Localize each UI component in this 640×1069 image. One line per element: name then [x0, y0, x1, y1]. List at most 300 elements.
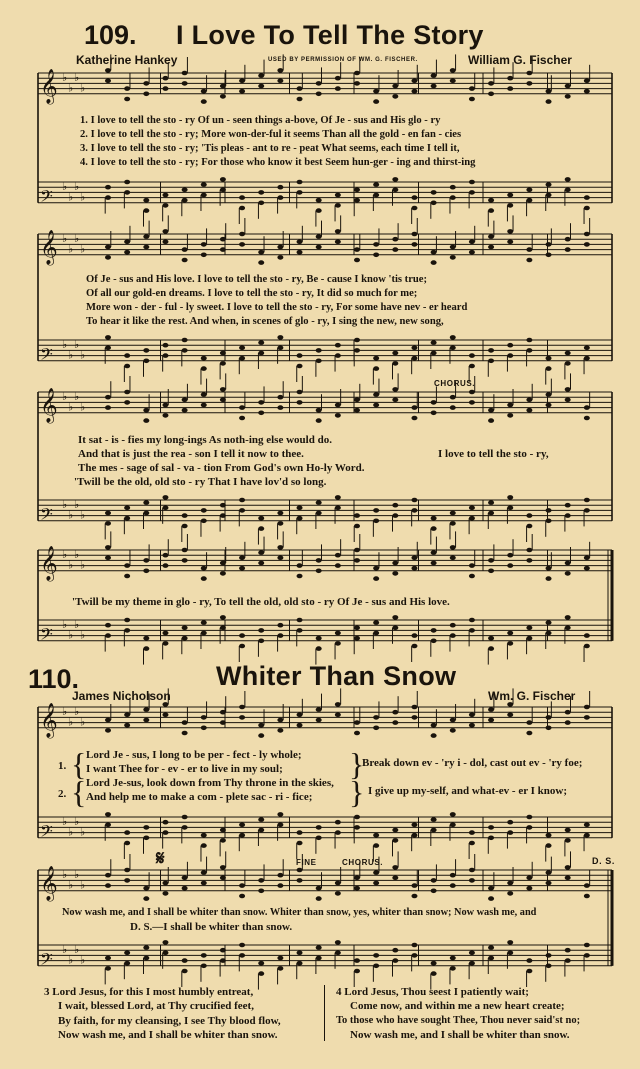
note-head: [373, 964, 379, 969]
note-head: [162, 881, 168, 886]
flat-icon: ♭: [80, 400, 86, 414]
note-head: [584, 833, 590, 838]
note-head: [277, 68, 283, 73]
note-head: [297, 353, 303, 358]
flat-icon: ♭: [68, 81, 74, 95]
note-head: [488, 636, 494, 641]
note-head: [488, 707, 494, 712]
note-head: [143, 707, 149, 712]
note-head: [507, 830, 513, 835]
note-head: [546, 953, 552, 958]
note-head: [239, 356, 245, 361]
hymn-110-stanza-4: [336, 985, 580, 1043]
note-head: [469, 628, 475, 633]
note-head: [373, 356, 379, 361]
note-head: [201, 881, 207, 886]
note-head: [105, 823, 111, 828]
note-head: [258, 526, 264, 531]
note-head: [105, 623, 111, 628]
note-head: [469, 97, 475, 102]
note-head: [316, 558, 322, 563]
hymn-110-verse-2-line-c: I give up my-self, and what-ev - er I know;: [368, 785, 568, 797]
note-head: [431, 340, 437, 345]
note-head: [162, 229, 168, 234]
note-head: [373, 392, 379, 397]
hymn-109-permission: USED BY PERMISSION OF WM. G. FISCHER.: [268, 57, 418, 63]
note-head: [411, 508, 417, 513]
note-head: [182, 626, 188, 631]
stanza-4-line-3: To those who have sought Thee, Thou never said'st no;: [336, 1014, 581, 1026]
note-head: [220, 361, 226, 366]
hymn-110-title: Whiter Than Snow: [216, 661, 457, 691]
note-head: [105, 966, 111, 971]
note-head: [220, 561, 226, 566]
note-head: [546, 392, 552, 397]
flat-icon: ♭: [74, 180, 80, 194]
flat-icon: ♭: [80, 878, 86, 892]
note-head: [258, 561, 264, 566]
stanza-4-line-4: Now wash me, and I shall be whiter than snow.: [350, 1029, 570, 1042]
note-head: [335, 563, 341, 568]
note-head: [488, 198, 494, 203]
note-head: [392, 247, 398, 252]
note-head: [297, 240, 303, 245]
hymn-109-s4-lyrics: 'Twill be my theme in glo - ry, To tell the old, old sto - ry Of Je - sus and His love.: [72, 596, 450, 608]
flat-icon: ♭: [80, 953, 86, 967]
note-head: [488, 646, 494, 651]
flat-icon: ♭: [68, 348, 74, 362]
note-head: [143, 500, 149, 505]
note-head: [277, 405, 283, 410]
note-head: [354, 398, 360, 403]
note-head: [546, 508, 552, 513]
note-head: [392, 188, 398, 193]
note-head: [105, 255, 111, 260]
note-head: [297, 574, 303, 579]
note-head: [584, 823, 590, 828]
note-head: [105, 718, 111, 723]
hymn-110-chorus-label: CHORUS.: [342, 858, 384, 867]
note-head: [335, 76, 341, 81]
note-head: [316, 92, 322, 97]
note-head: [124, 400, 130, 405]
hymn-110-author: James Nicholson: [72, 689, 171, 703]
note-head: [488, 558, 494, 563]
note-head: [258, 84, 264, 89]
note-head: [392, 561, 398, 566]
note-head: [584, 508, 590, 513]
bass-clef-icon: 𝄢: [40, 623, 53, 648]
note-head: [258, 516, 264, 521]
note-head: [220, 865, 226, 870]
note-head: [373, 519, 379, 524]
note-head: [105, 79, 111, 84]
note-head: [162, 820, 168, 825]
hymn-110-verse-2-number: 2.: [58, 788, 67, 800]
note-head: [143, 208, 149, 213]
note-head: [297, 618, 303, 623]
note-head: [239, 416, 245, 421]
note-head: [335, 506, 341, 511]
note-head: [392, 503, 398, 508]
note-head: [431, 84, 437, 89]
note-head: [297, 506, 303, 511]
flat-icon: ♭: [80, 628, 86, 642]
hymn-110-verse-2-line-b: And help me to make a com - plete sac - ri - fice;: [86, 791, 313, 803]
note-head: [162, 76, 168, 81]
flat-icon: ♭: [62, 868, 68, 882]
treble-clef-icon: 𝄞: [40, 702, 58, 738]
note-head: [373, 242, 379, 247]
note-head: [584, 894, 590, 899]
hymn-109-s3-verse-3: The mes - sage of sal - va - tion From God's own Ho-ly Word.: [78, 462, 365, 474]
note-head: [411, 883, 417, 888]
note-head: [182, 247, 188, 252]
note-head: [316, 500, 322, 505]
note-head: [258, 639, 264, 644]
note-head: [297, 868, 303, 873]
flat-icon: ♭: [74, 498, 80, 512]
note-head: [258, 817, 264, 822]
note-head: [450, 395, 456, 400]
hymn-110-verse-1-brace: {: [71, 746, 87, 782]
note-head: [143, 636, 149, 641]
flat-icon: ♭: [74, 943, 80, 957]
note-head: [316, 408, 322, 413]
hymn-110-fine-label: FINE: [296, 858, 317, 867]
note-head: [277, 633, 283, 638]
note-head: [431, 733, 437, 738]
note-head: [392, 865, 398, 870]
note-head: [431, 250, 437, 255]
note-head: [354, 815, 360, 820]
note-head: [239, 823, 245, 828]
note-head: [335, 413, 341, 418]
note-head: [488, 825, 494, 830]
note-head: [124, 723, 130, 728]
note-head: [297, 563, 303, 568]
note-head: [411, 405, 417, 410]
stanza-3-line-2: I wait, blessed Lord, at Thy crucified feet,: [58, 1000, 254, 1013]
flat-icon: ♭: [80, 81, 86, 95]
note-head: [182, 513, 188, 518]
note-head: [220, 247, 226, 252]
note-head: [373, 193, 379, 198]
flat-icon: ♭: [62, 498, 68, 512]
note-head: [354, 558, 360, 563]
treble-clef-icon: 𝄞: [40, 865, 58, 901]
note-head: [143, 81, 149, 86]
note-head: [411, 953, 417, 958]
note-head: [373, 715, 379, 720]
note-head: [565, 177, 571, 182]
treble-clef-icon: 𝄞: [40, 68, 58, 104]
note-head: [507, 563, 513, 568]
note-head: [373, 631, 379, 636]
note-head: [354, 626, 360, 631]
note-head: [335, 881, 341, 886]
note-head: [392, 398, 398, 403]
note-head: [316, 636, 322, 641]
note-head: [354, 876, 360, 881]
note-head: [258, 733, 264, 738]
note-head: [297, 516, 303, 521]
note-head: [469, 878, 475, 883]
note-head: [546, 99, 552, 104]
note-head: [105, 335, 111, 340]
note-head: [565, 828, 571, 833]
note-head: [411, 566, 417, 571]
note-head: [526, 524, 532, 529]
note-head: [124, 628, 130, 633]
hymn-109-chorus-label: CHORUS.: [434, 379, 476, 388]
note-head: [450, 185, 456, 190]
note-head: [546, 366, 552, 371]
note-head: [201, 89, 207, 94]
note-head: [546, 242, 552, 247]
note-head: [277, 521, 283, 526]
note-head: [124, 86, 130, 91]
note-head: [335, 702, 341, 707]
note-head: [584, 556, 590, 561]
bass-clef-icon: 𝄢: [40, 820, 53, 845]
note-head: [182, 876, 188, 881]
note-head: [488, 359, 494, 364]
note-head: [373, 620, 379, 625]
note-head: [105, 521, 111, 526]
note-head: [182, 636, 188, 641]
note-head: [354, 825, 360, 830]
note-head: [507, 240, 513, 245]
hymn-110-verse-2-line-a: Lord Je-sus, look down from Thy throne in the skies,: [86, 777, 334, 789]
note-head: [258, 351, 264, 356]
note-head: [162, 951, 168, 956]
note-head: [526, 825, 532, 830]
note-head: [488, 408, 494, 413]
note-head: [143, 408, 149, 413]
note-head: [297, 951, 303, 956]
note-head: [201, 392, 207, 397]
note-head: [162, 553, 168, 558]
note-head: [565, 838, 571, 843]
note-head: [162, 891, 168, 896]
note-head: [124, 240, 130, 245]
note-head: [411, 232, 417, 237]
hymn-109-s2-verse-2: Of all our gold-en dreams. I love to tell the sto - ry, It did so much for me;: [86, 288, 418, 299]
note-head: [469, 830, 475, 835]
note-head: [220, 720, 226, 725]
note-head: [392, 84, 398, 89]
treble-clef-icon: 𝄞: [40, 545, 58, 581]
note-head: [297, 961, 303, 966]
note-head: [392, 513, 398, 518]
note-head: [201, 356, 207, 361]
note-head: [277, 718, 283, 723]
note-head: [507, 891, 513, 896]
note-head: [373, 403, 379, 408]
hymn-110-verse-1-line-c: Break down ev - 'ry i - dol, cast out ev - 'ry foe;: [362, 757, 583, 769]
note-head: [239, 498, 245, 503]
flat-icon: ♭: [68, 508, 74, 522]
flat-icon: ♭: [68, 400, 74, 414]
note-head: [488, 92, 494, 97]
note-head: [526, 398, 532, 403]
note-head: [239, 943, 245, 948]
note-head: [450, 633, 456, 638]
note-head: [354, 71, 360, 76]
note-head: [220, 615, 226, 620]
note-head: [220, 177, 226, 182]
note-head: [277, 812, 283, 817]
note-head: [507, 229, 513, 234]
note-head: [316, 945, 322, 950]
note-head: [450, 521, 456, 526]
note-head: [239, 883, 245, 888]
note-head: [526, 876, 532, 881]
note-head: [124, 830, 130, 835]
note-head: [124, 506, 130, 511]
note-head: [258, 878, 264, 883]
note-head: [162, 343, 168, 348]
hymn-109-s3-verse-1: It sat - is - fies my long-ings As noth-ing else would do.: [78, 434, 332, 446]
flat-icon: ♭: [80, 190, 86, 204]
note-head: [239, 242, 245, 247]
note-head: [411, 242, 417, 247]
hymn-109-s1-verse-3: 3. I love to tell the sto - ry; 'Tis pleas - ant to re - peat What seems, each time I tell it,: [80, 143, 460, 154]
note-head: [239, 405, 245, 410]
note-head: [105, 195, 111, 200]
note-head: [105, 556, 111, 561]
note-head: [124, 563, 130, 568]
note-head: [450, 823, 456, 828]
note-head: [354, 720, 360, 725]
note-head: [335, 229, 341, 234]
note-head: [584, 206, 590, 211]
note-head: [354, 247, 360, 252]
note-head: [373, 253, 379, 258]
note-head: [124, 390, 130, 395]
treble-clef-icon: 𝄞: [40, 387, 58, 423]
note-head: [488, 245, 494, 250]
note-head: [507, 343, 513, 348]
note-head: [220, 513, 226, 518]
note-head: [124, 574, 130, 579]
note-head: [162, 830, 168, 835]
note-head: [450, 623, 456, 628]
note-head: [373, 576, 379, 581]
note-head: [431, 73, 437, 78]
note-head: [335, 891, 341, 896]
note-head: [431, 723, 437, 728]
note-head: [182, 524, 188, 529]
note-head: [124, 951, 130, 956]
note-head: [297, 390, 303, 395]
note-head: [182, 815, 188, 820]
hymn-109-composer: William G. Fischer: [468, 53, 572, 67]
note-head: [297, 190, 303, 195]
note-head: [546, 89, 552, 94]
note-head: [584, 89, 590, 94]
note-head: [143, 646, 149, 651]
note-head: [316, 245, 322, 250]
note-head: [143, 511, 149, 516]
note-head: [316, 718, 322, 723]
note-head: [469, 506, 475, 511]
note-head: [182, 886, 188, 891]
note-head: [105, 68, 111, 73]
note-head: [201, 182, 207, 187]
note-head: [488, 896, 494, 901]
hymn-109-s1-verse-1: 1. I love to tell the sto - ry Of un - seen things a-bove, Of Je - sus and His glo - ry: [80, 115, 441, 126]
note-head: [182, 958, 188, 963]
note-head: [239, 232, 245, 237]
note-head: [565, 188, 571, 193]
flat-icon: ♭: [74, 868, 80, 882]
note-head: [411, 416, 417, 421]
note-head: [335, 713, 341, 718]
hymn-110-composer: Wm. G. Fischer: [488, 689, 576, 703]
note-head: [450, 68, 456, 73]
note-head: [182, 558, 188, 563]
note-head: [584, 566, 590, 571]
note-head: [392, 720, 398, 725]
note-head: [431, 639, 437, 644]
note-head: [277, 195, 283, 200]
hymn-109-s2-verse-1: Of Je - sus and His love. I love to tell the sto - ry, Be - cause I know 'tis true;: [86, 274, 428, 285]
note-head: [201, 366, 207, 371]
note-head: [162, 563, 168, 568]
note-head: [450, 873, 456, 878]
note-head: [373, 726, 379, 731]
note-head: [546, 833, 552, 838]
note-head: [258, 73, 264, 78]
note-head: [488, 569, 494, 574]
hymn-110-verse-1-line-b: I want Thee for - ev - er to live in my soul;: [86, 763, 283, 775]
note-head: [584, 883, 590, 888]
note-head: [316, 359, 322, 364]
note-head: [124, 713, 130, 718]
note-head: [431, 889, 437, 894]
note-head: [584, 644, 590, 649]
note-head: [488, 418, 494, 423]
note-head: [507, 951, 513, 956]
note-head: [316, 646, 322, 651]
note-head: [373, 953, 379, 958]
note-head: [469, 868, 475, 873]
note-head: [162, 713, 168, 718]
note-head: [546, 193, 552, 198]
note-head: [507, 820, 513, 825]
note-head: [143, 359, 149, 364]
note-head: [316, 198, 322, 203]
note-head: [277, 623, 283, 628]
note-head: [373, 881, 379, 886]
note-head: [316, 825, 322, 830]
note-head: [335, 240, 341, 245]
note-head: [162, 353, 168, 358]
bass-clef-icon: 𝄢: [40, 185, 53, 210]
note-head: [507, 413, 513, 418]
note-head: [507, 881, 513, 886]
note-head: [526, 958, 532, 963]
note-head: [316, 234, 322, 239]
note-head: [469, 961, 475, 966]
note-head: [239, 508, 245, 513]
hymn-109-title: I Love To Tell The Story: [176, 20, 484, 50]
note-head: [124, 353, 130, 358]
note-head: [201, 964, 207, 969]
note-head: [392, 177, 398, 182]
